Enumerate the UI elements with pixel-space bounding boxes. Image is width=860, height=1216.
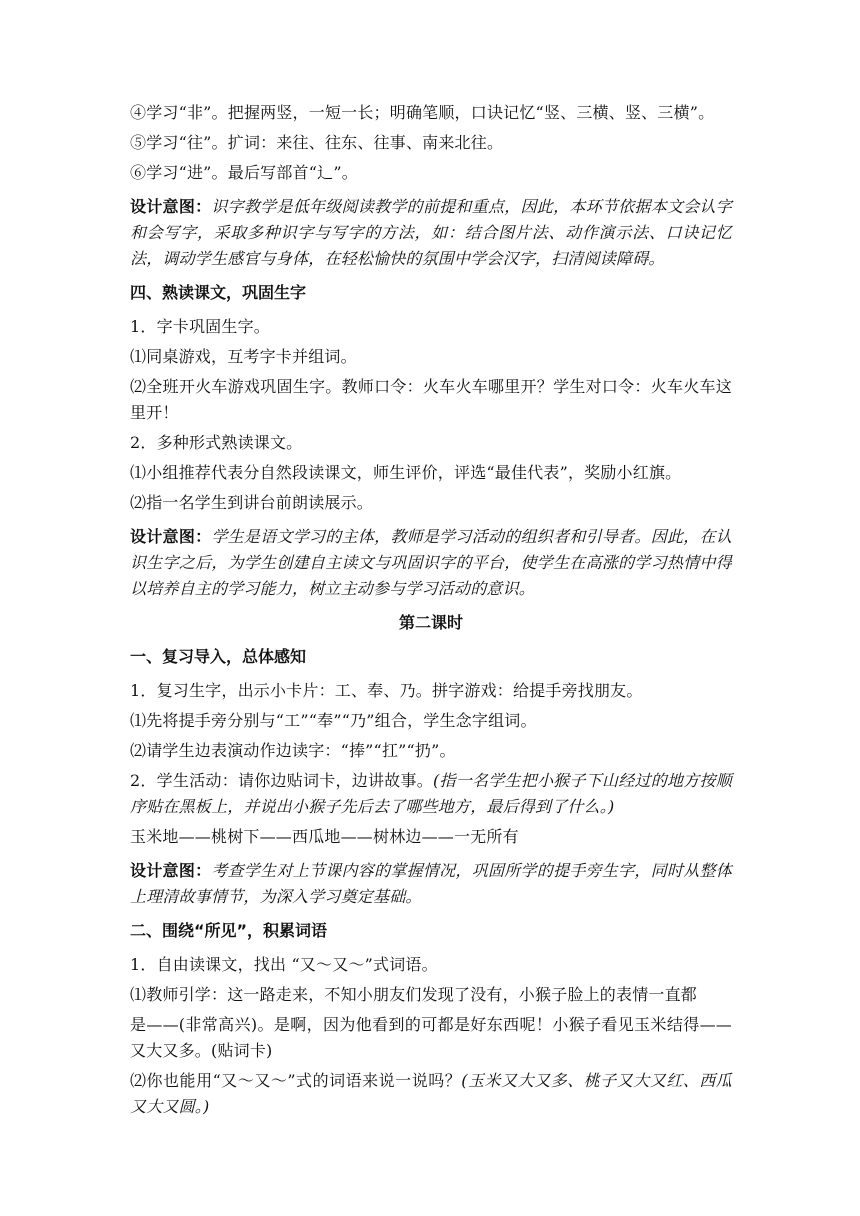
text-line: [130, 1068, 732, 1120]
text-line: 1．自由读课文，找出 “又～又～”式词语。: [130, 955, 438, 974]
text-line: ⑵全班开火车游戏巩固生字。教师口令：火车火车哪里开？学生对口令：火车火车这里开！: [130, 377, 732, 422]
design-intent-label: 设计意图：: [130, 197, 212, 216]
text-line: 1．复习生字，出示小卡片：工、奉、乃。拼字游戏：给提手旁找朋友。: [130, 681, 643, 700]
section-heading: 一、复习导入，总体感知: [130, 647, 307, 666]
text-line: 是——(非常高兴)。是啊，因为他看到的可都是好东西呢！小猴子看见玉米结得——又大又多。(贴词卡): [130, 1015, 732, 1060]
text-line: ⑤学习“往”。扩词：来往、往东、往事、南来北往。: [130, 133, 504, 152]
example-answer: (玉米又大又多、桃子又大又红、西瓜又大又圆。): [130, 1071, 732, 1116]
design-intent-paragraph: [130, 194, 732, 272]
design-intent-paragraph: [130, 524, 732, 602]
text-line: ⑴先将提手旁分别与“工”“奉”“乃”组合，学生念字组词。: [130, 711, 537, 730]
text-line: ⑴同桌游戏，互考字卡并组词。: [130, 347, 357, 366]
text-line: ⑥学习“进”。最后写部首“辶”。: [130, 163, 358, 182]
document-page: [130, 100, 732, 1128]
text-line: 玉米地——桃树下——西瓜地——树林边——一无所有: [130, 827, 519, 846]
text-line: ⑵指一名学生到讲台前朗读展示。: [130, 493, 374, 512]
period-heading: 第二课时: [398, 613, 463, 632]
text-line: ⑵请学生边表演动作边读字：“捧”“扛”“扔”。: [130, 741, 456, 760]
text-line: ④学习“非”。把握两竖，一短一长；明确笔顺，口诀记忆“竖、三横、竖、三横”。: [130, 103, 715, 122]
section-heading: 二、围绕“所见”，积累词语: [130, 921, 328, 940]
text-line: [130, 768, 732, 820]
design-intent-paragraph: [130, 858, 732, 910]
design-intent-text: 考查学生对上节课内容的掌握情况，巩固所学的提手旁生字，同时从整体上理清故事情节，为深入学习奠定基础。: [130, 861, 732, 906]
text-line: 1．字卡巩固生字。: [130, 317, 270, 336]
design-intent-label: 设计意图：: [130, 527, 212, 546]
design-intent-text: 学生是语文学习的主体，教师是学习活动的组织者和引导者。因此，在认识生字之后，为学生创建自主读文与巩固识字的平台，使学生在高涨的学习热情中得以培养自主的学习能力，树立主动参与学习活动的意识。: [130, 527, 732, 598]
activity-note: (指一名学生把小猴子下山经过的地方按顺序贴在黑板上，并说出小猴子先后去了哪些地方，最后得到了什么。): [130, 771, 733, 816]
text-line: ⑴小组推荐代表分自然段读课文，师生评价，评选“最佳代表”，奖励小红旗。: [130, 463, 682, 482]
text-line: ⑴教师引学：这一路走来，不知小朋友们发现了没有，小猴子脸上的表情一直都: [130, 985, 698, 1004]
text-line: 2．多种形式熟读课文。: [130, 433, 303, 452]
design-intent-text: 识字教学是低年级阅读教学的前提和重点，因此，本环节依据本文会认字和会写字，采取多种识字与写字的方法，如：结合图片法、动作演示法、口诀记忆法，调动学生感官与身体，在轻松愉快的氛围中学会汉字，扫清阅读障碍。: [130, 197, 732, 268]
question-text: ⑵你也能用“又～又～”式的词语来说一说吗？: [130, 1071, 462, 1090]
activity-text: 2．学生活动：请你边贴词卡，边讲故事。: [130, 771, 433, 790]
design-intent-label: 设计意图：: [130, 861, 212, 880]
section-heading: 四、熟读课文，巩固生字: [130, 283, 307, 302]
